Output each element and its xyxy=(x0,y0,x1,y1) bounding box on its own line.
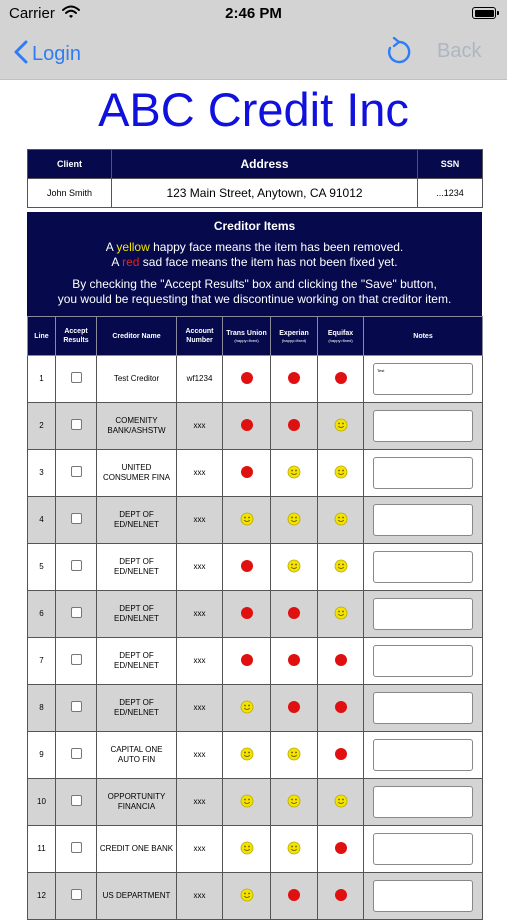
happy-face-icon xyxy=(240,747,254,764)
transunion-label: Trans Union xyxy=(226,330,267,337)
client-header: Client xyxy=(28,150,112,179)
instructions-line-1: By checking the "Accept Results" box and clicking the "Save" button, xyxy=(72,277,437,291)
accept-results-cell xyxy=(56,544,97,591)
notes-field[interactable] xyxy=(373,645,473,677)
red-dot-icon xyxy=(241,607,253,619)
red-dot-icon xyxy=(288,701,300,713)
notes-cell xyxy=(364,356,483,403)
equifax-status xyxy=(318,779,364,826)
client-ssn: ...1234 xyxy=(418,179,483,208)
notes-header: Notes xyxy=(364,317,483,356)
table-row xyxy=(28,732,483,779)
table-row xyxy=(28,685,483,732)
transunion-status xyxy=(223,544,271,591)
transunion-status xyxy=(223,591,271,638)
login-back-button[interactable] xyxy=(14,40,81,69)
accept-results-cell xyxy=(56,450,97,497)
account-number: xxx xyxy=(177,497,223,544)
clock: 2:46 PM xyxy=(225,5,282,22)
line-number: 8 xyxy=(28,685,56,732)
accept-results-checkbox[interactable] xyxy=(71,560,82,571)
experian-status xyxy=(271,356,318,403)
creditor-name: COMENITY BANK/ASHSTW xyxy=(97,403,177,450)
notes-field[interactable] xyxy=(373,457,473,489)
equifax-status xyxy=(318,591,364,638)
table-row xyxy=(28,591,483,638)
legend-happy-prefix: A xyxy=(105,240,114,254)
experian-status xyxy=(271,779,318,826)
happy-face-icon xyxy=(334,606,348,623)
red-dot-icon xyxy=(288,607,300,619)
accept-results-cell xyxy=(56,685,97,732)
line-header: Line xyxy=(28,317,56,356)
red-dot-icon xyxy=(335,842,347,854)
notes-cell xyxy=(364,591,483,638)
account-number: xxx xyxy=(177,638,223,685)
red-dot-icon xyxy=(335,654,347,666)
line-number: 9 xyxy=(28,732,56,779)
notes-cell xyxy=(364,403,483,450)
client-name: John Smith xyxy=(28,179,112,208)
account-number: xxx xyxy=(177,403,223,450)
transunion-status xyxy=(223,732,271,779)
creditor-name: DEPT OF ED/NELNET xyxy=(97,544,177,591)
accept-results-checkbox[interactable] xyxy=(71,419,82,430)
transunion-status xyxy=(223,356,271,403)
legend-happy-line xyxy=(27,240,482,255)
transunion-header xyxy=(223,317,271,356)
red-dot-icon xyxy=(335,889,347,901)
transunion-status xyxy=(223,450,271,497)
legend-yellow-word: yellow xyxy=(116,240,150,254)
ssn-header: SSN xyxy=(418,150,483,179)
notes-field[interactable] xyxy=(373,880,473,912)
accept-results-checkbox[interactable] xyxy=(71,654,82,665)
experian-status xyxy=(271,591,318,638)
transunion-status xyxy=(223,685,271,732)
back-button[interactable]: Back xyxy=(437,40,482,62)
refresh-button[interactable] xyxy=(384,37,414,72)
account-number: xxx xyxy=(177,732,223,779)
experian-status xyxy=(271,826,318,873)
experian-status xyxy=(271,638,318,685)
red-dot-icon xyxy=(241,372,253,384)
accept-results-cell xyxy=(56,873,97,920)
happy-face-icon xyxy=(287,559,301,576)
accept-results-checkbox[interactable] xyxy=(71,372,82,383)
red-dot-icon xyxy=(241,560,253,572)
happy-face-icon xyxy=(240,700,254,717)
line-number: 5 xyxy=(28,544,56,591)
equifax-status xyxy=(318,544,364,591)
accept-results-checkbox[interactable] xyxy=(71,795,82,806)
happy-face-icon xyxy=(287,841,301,858)
happy-face-icon xyxy=(334,465,348,482)
line-number: 3 xyxy=(28,450,56,497)
equifax-status xyxy=(318,356,364,403)
experian-header xyxy=(271,317,318,356)
account-number: xxx xyxy=(177,450,223,497)
transunion-sub: (happy=fixed) xyxy=(234,338,259,343)
legend-happy-text: happy face means the item has been removed. xyxy=(153,240,404,254)
experian-status xyxy=(271,685,318,732)
accept-results-checkbox[interactable] xyxy=(71,701,82,712)
experian-status xyxy=(271,403,318,450)
creditor-name: DEPT OF ED/NELNET xyxy=(97,638,177,685)
equifax-label: Equifax xyxy=(327,330,354,337)
experian-status xyxy=(271,873,318,920)
happy-face-icon xyxy=(240,841,254,858)
accept-results-checkbox[interactable] xyxy=(71,748,82,759)
creditor-name-header: Creditor Name xyxy=(97,317,177,356)
notes-field[interactable] xyxy=(373,692,473,724)
client-info-table xyxy=(27,149,483,208)
transunion-status xyxy=(223,497,271,544)
address-header: Address xyxy=(112,150,418,179)
account-number: xxx xyxy=(177,591,223,638)
line-number: 1 xyxy=(28,356,56,403)
notes-cell xyxy=(364,497,483,544)
red-dot-icon xyxy=(288,889,300,901)
accept-results-checkbox[interactable] xyxy=(71,466,82,477)
creditor-items-table xyxy=(27,316,483,920)
happy-face-icon xyxy=(240,888,254,905)
table-row xyxy=(28,450,483,497)
table-row xyxy=(28,356,483,403)
equifax-status xyxy=(318,403,364,450)
account-number-header: Account Number xyxy=(177,317,223,356)
transunion-status xyxy=(223,826,271,873)
notes-cell xyxy=(364,873,483,920)
accept-results-checkbox[interactable] xyxy=(71,607,82,618)
battery-icon xyxy=(472,7,496,19)
happy-face-icon xyxy=(287,465,301,482)
legend-sad-prefix: A xyxy=(111,255,119,269)
accept-results-checkbox[interactable] xyxy=(71,889,82,900)
table-row xyxy=(28,826,483,873)
table-row xyxy=(28,403,483,450)
status-bar xyxy=(0,0,507,30)
experian-status xyxy=(271,544,318,591)
equifax-status xyxy=(318,497,364,544)
accept-results-cell xyxy=(56,591,97,638)
red-dot-icon xyxy=(288,419,300,431)
red-dot-icon xyxy=(335,372,347,384)
creditor-name: UNITED CONSUMER FINA xyxy=(97,450,177,497)
notes-field[interactable] xyxy=(373,739,473,771)
accept-results-cell xyxy=(56,356,97,403)
red-dot-icon xyxy=(335,748,347,760)
creditor-name: CREDIT ONE BANK xyxy=(97,826,177,873)
accept-results-cell xyxy=(56,779,97,826)
creditor-name: Test Creditor xyxy=(97,356,177,403)
line-number: 4 xyxy=(28,497,56,544)
account-number: xxx xyxy=(177,873,223,920)
account-number: xxx xyxy=(177,685,223,732)
experian-status xyxy=(271,732,318,779)
creditor-name: DEPT OF ED/NELNET xyxy=(97,497,177,544)
line-number: 6 xyxy=(28,591,56,638)
equifax-status xyxy=(318,450,364,497)
equifax-status xyxy=(318,873,364,920)
carrier-label: Carrier xyxy=(9,5,55,22)
table-row xyxy=(28,638,483,685)
notes-field[interactable] xyxy=(373,410,473,442)
red-dot-icon xyxy=(241,466,253,478)
notes-cell xyxy=(364,638,483,685)
accept-results-cell xyxy=(56,826,97,873)
table-row xyxy=(28,873,483,920)
table-row xyxy=(28,544,483,591)
refresh-icon xyxy=(384,54,414,71)
creditor-items-title: Creditor Items xyxy=(213,219,296,233)
company-title: ABC Credit Inc xyxy=(98,83,409,136)
legend-sad-text: sad face means the item has not been fixed yet. xyxy=(142,255,398,269)
red-dot-icon xyxy=(288,654,300,666)
notes-field[interactable]: Test xyxy=(373,363,473,395)
accept-results-cell xyxy=(56,497,97,544)
account-number: xxx xyxy=(177,779,223,826)
equifax-status xyxy=(318,685,364,732)
creditor-name: US DEPARTMENT xyxy=(97,873,177,920)
line-number: 12 xyxy=(28,873,56,920)
creditor-items-box xyxy=(27,212,482,316)
red-dot-icon xyxy=(288,372,300,384)
account-number: wf1234 xyxy=(177,356,223,403)
account-number: xxx xyxy=(177,826,223,873)
line-number: 11 xyxy=(28,826,56,873)
creditor-name: OPPORTUNITY FINANCIA xyxy=(97,779,177,826)
legend-sad-line xyxy=(27,255,482,270)
line-number: 10 xyxy=(28,779,56,826)
experian-label: Experian xyxy=(279,330,309,337)
notes-cell xyxy=(364,450,483,497)
instructions-line-2: you would be requesting that we discontinue working on that creditor item. xyxy=(57,292,452,306)
red-dot-icon xyxy=(241,419,253,431)
notes-cell xyxy=(364,826,483,873)
legend-red-word: red xyxy=(122,255,140,269)
creditor-name: DEPT OF ED/NELNET xyxy=(97,591,177,638)
equifax-status xyxy=(318,638,364,685)
line-number: 7 xyxy=(28,638,56,685)
notes-cell xyxy=(364,732,483,779)
notes-field[interactable] xyxy=(373,598,473,630)
accept-results-header: Accept Results xyxy=(56,317,97,356)
red-dot-icon xyxy=(241,654,253,666)
account-number: xxx xyxy=(177,544,223,591)
happy-face-icon xyxy=(334,418,348,435)
client-address: 123 Main Street, Anytown, CA 91012 xyxy=(112,179,418,208)
happy-face-icon xyxy=(334,559,348,576)
experian-sub: (happy=fixed) xyxy=(281,338,307,343)
experian-status xyxy=(271,497,318,544)
creditor-name: DEPT OF ED/NELNET xyxy=(97,685,177,732)
table-row xyxy=(28,779,483,826)
transunion-status xyxy=(223,779,271,826)
chevron-left-icon xyxy=(14,40,28,69)
transunion-status xyxy=(223,403,271,450)
happy-face-icon xyxy=(287,512,301,529)
accept-results-checkbox[interactable] xyxy=(71,842,82,853)
happy-face-icon xyxy=(334,794,348,811)
navigation-bar xyxy=(0,30,507,80)
happy-face-icon xyxy=(240,794,254,811)
transunion-status xyxy=(223,873,271,920)
accept-results-cell xyxy=(56,732,97,779)
experian-status xyxy=(271,450,318,497)
creditor-name: CAPITAL ONE AUTO FIN xyxy=(97,732,177,779)
happy-face-icon xyxy=(334,512,348,529)
notes-field[interactable] xyxy=(373,833,473,865)
notes-cell xyxy=(364,779,483,826)
equifax-status xyxy=(318,826,364,873)
equifax-header xyxy=(318,317,364,356)
notes-field[interactable] xyxy=(373,786,473,818)
happy-face-icon xyxy=(287,747,301,764)
notes-cell xyxy=(364,685,483,732)
equifax-status xyxy=(318,732,364,779)
red-dot-icon xyxy=(335,701,347,713)
equifax-sub: (happy=fixed) xyxy=(328,338,353,343)
notes-field[interactable] xyxy=(373,551,473,583)
happy-face-icon xyxy=(240,512,254,529)
table-row xyxy=(28,497,483,544)
login-label: Login xyxy=(32,43,81,65)
line-number: 2 xyxy=(28,403,56,450)
notes-cell xyxy=(364,544,483,591)
accept-results-cell xyxy=(56,403,97,450)
accept-results-cell xyxy=(56,638,97,685)
happy-face-icon xyxy=(287,794,301,811)
transunion-status xyxy=(223,638,271,685)
notes-field[interactable] xyxy=(373,504,473,536)
accept-results-checkbox[interactable] xyxy=(71,513,82,524)
